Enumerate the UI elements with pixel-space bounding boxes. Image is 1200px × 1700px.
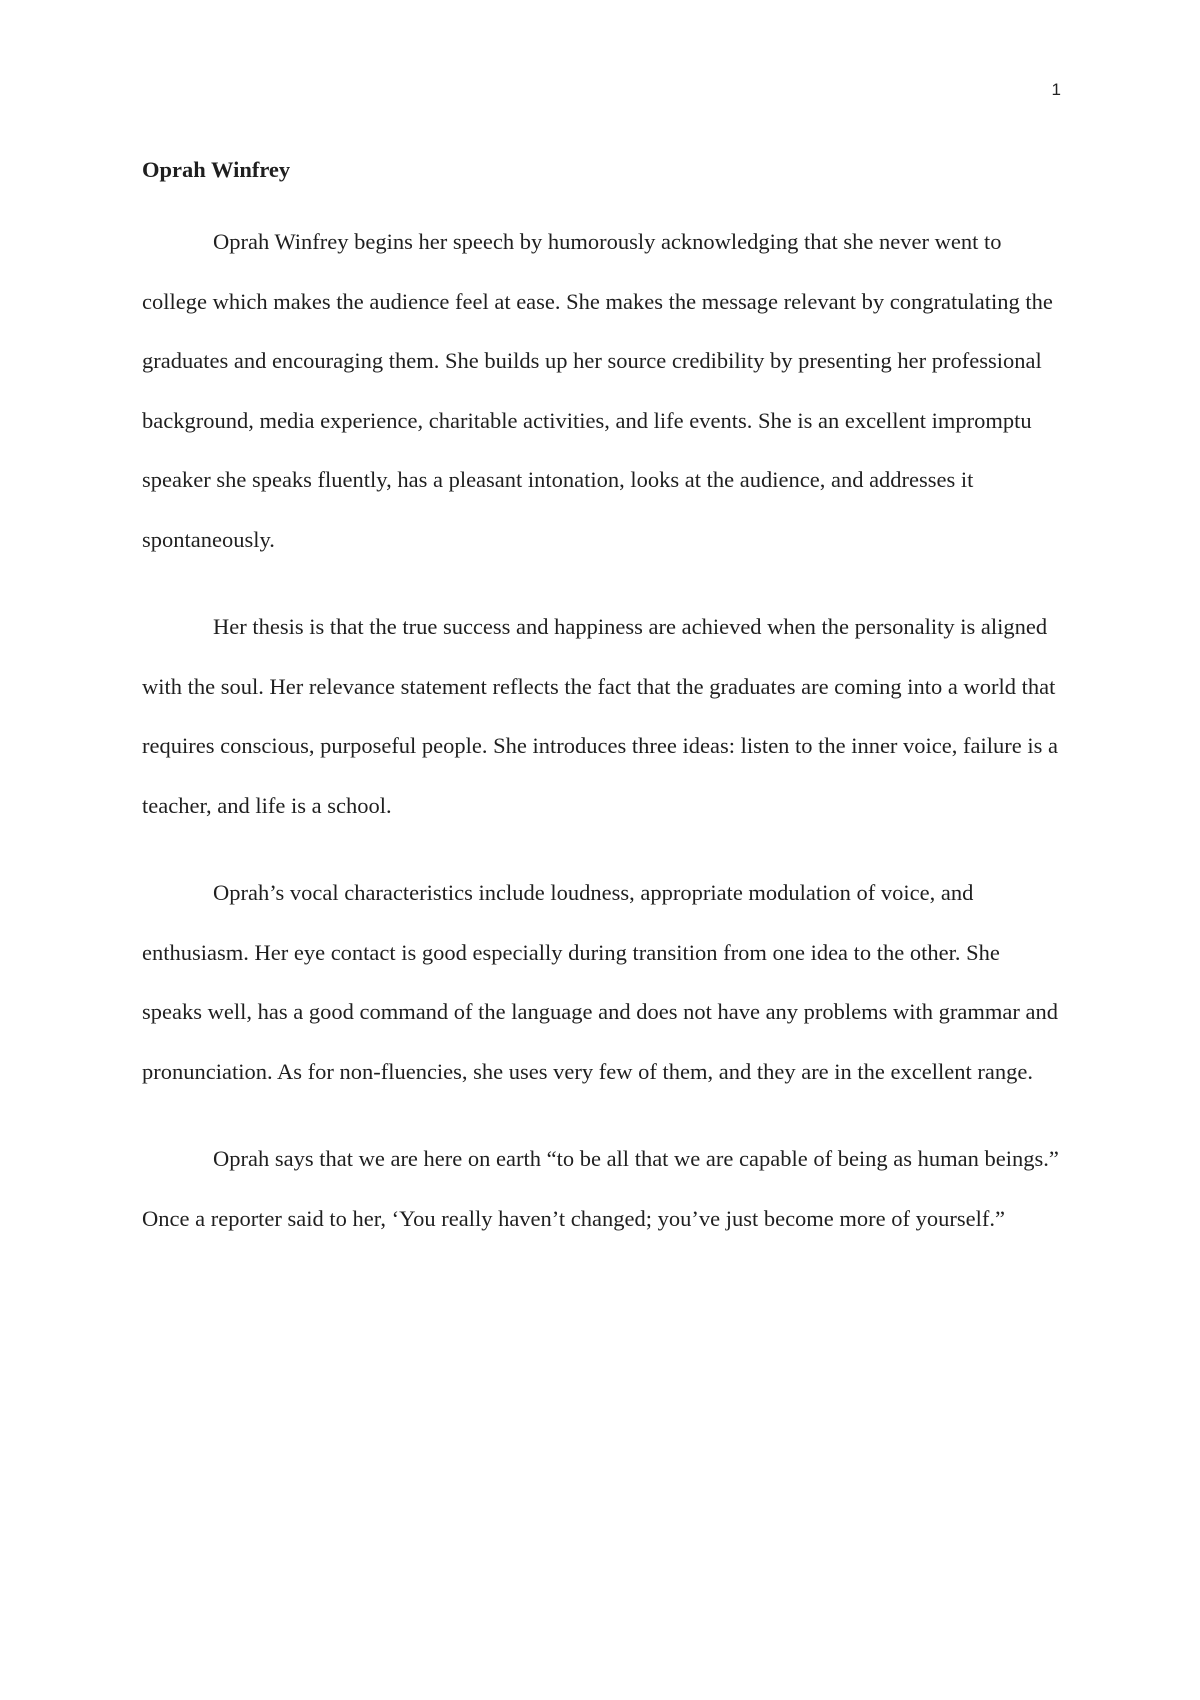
paragraph-2: Her thesis is that the true success and happiness are achieved when the personality is aligned with the soul. Her relevance statement reflects the fact that the graduates are coming into a world that requires conscious, purposeful people. She introduces three ideas: listen to the inner voice, failure is a teacher, and life is a school. [142, 614, 1058, 818]
document-title: Oprah Winfrey [142, 157, 291, 182]
page-number: 1 [1051, 80, 1061, 99]
paragraph-3: Oprah’s vocal characteristics include loudness, appropriate modulation of voice, and enthusiasm. Her eye contact is good especially during transition from one idea to the other. She speaks well, has a good command of the language and does not have any problems with grammar and pronunciation. As for non-fluencies, she uses very few of them, and they are in the excellent range. [142, 880, 1058, 1084]
paragraph-4: Oprah says that we are here on earth “to be all that we are capable of being as human beings.” Once a reporter said to her, ‘You really haven’t changed; you’ve just become more of yourself.” [142, 1146, 1059, 1231]
paragraph-1: Oprah Winfrey begins her speech by humorously acknowledging that she never went to college which makes the audience feel at ease. She makes the message relevant by congratulating the graduates and encouraging them. She builds up her source credibility by presenting her professional background, media experience, charitable activities, and life events. She is an excellent impromptu speaker she speaks fluently, has a pleasant intonation, looks at the audience, and addresses it spontaneously. [142, 229, 1053, 552]
document-body [142, 150, 1062, 1276]
